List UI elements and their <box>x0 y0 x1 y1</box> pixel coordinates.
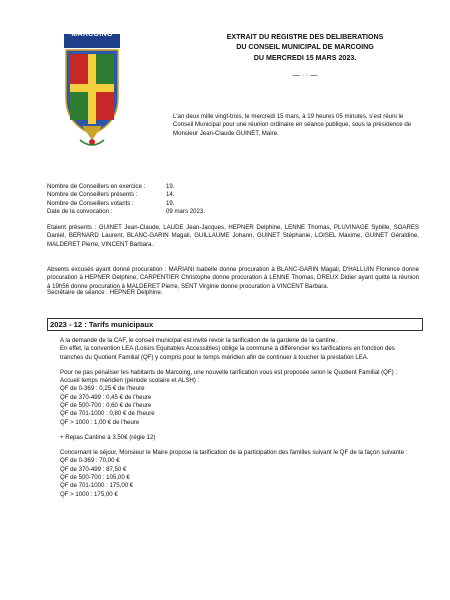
deliberation-paragraph: Pour ne pas pénaliser les habitants de Marcoing, une nouvelle tarification vous est proposée selon le Quotient Familial (QF) : <box>60 368 398 376</box>
meeting-intro: L'an deux mille vingt-trois, le mercredi 15 mars, à 19 heures 05 minutes, s'est réuni le Conseil Municipal pour une réunion ordinaire en séance publique, sous la présidence de Monsieur Jean-Claude GUINET, Maire. <box>173 113 412 137</box>
title-line-2: DU CONSEIL MUNICIPAL DE MARCOING <box>236 43 374 52</box>
count-label: Nombre de Conseillers en exercice : <box>47 183 146 190</box>
deliberation-paragraph: En effet, la convention LEA (Loisirs Equitables Accessibles) oblige la commune à différencier les tarifications en fonction des tranches du Quotient Familial (QF) y compris pour le temps méridien afin de continuer à toucher la prestation LEA. <box>60 345 395 361</box>
count-label: Nombre de Conseillers présents : <box>47 191 138 199</box>
accueil-title: Accueil temps méridien (période scolaire et ALSH) : <box>60 377 200 385</box>
attendance-counts <box>47 183 417 216</box>
count-label: Nombre de Conseillers votants : <box>47 199 134 207</box>
rate-line: QF de 701-1000 : 0,80 € de l'heure <box>60 410 155 418</box>
title-line-1: EXTRAIT DU REGISTRE DES DELIBERATIONS <box>226 33 384 41</box>
document-title <box>160 32 450 63</box>
rate-line: QF > 1000 : 1,00 € de l'heure <box>60 418 140 426</box>
absent-members: Absents excusés ayant donné procuration : MARIANI Isabelle donne procuration à BLANC-GARIN Magali, D'HALLUIN Florence donne procuration à HEPNER Delphine, CARPENTIER Christophe donne procuration à LENNE Thomas, DREUX Didier ayant quitté la réunion à 19h56 donne procuration à MALDERET Pierre, SENT Virginie donne procuration à VINCENT Barbara. <box>47 266 419 290</box>
count-value: 19. <box>166 183 175 190</box>
rate-line: QF de 370-499 : 87,50 € <box>60 465 127 473</box>
count-label: Date de la convocation : <box>47 207 113 215</box>
rate-line: QF de 500-700 : 105,00 € <box>60 473 130 481</box>
count-row <box>47 208 417 216</box>
rate-line: QF de 500-700 : 0,60 € de l'heure <box>60 401 152 409</box>
deliberation-body <box>60 337 417 499</box>
title-separator: — · · — <box>292 72 318 79</box>
count-row <box>47 191 417 199</box>
present-members: Etaient présents : GUINET Jean-Claude, LAUDE Jean-Jacques, HEPNER Delphine, LENNE Thomas, PLUVINAGE Sybille, SOARES Daniel, BERNARD Laurent, BLANC-GARIN Magali, GUILLAUME Johann, GUINET Stéphanie, LOISEL Maxime, GUINET Géraldine, MALDERET Pierre, VINCENT Barbara. <box>47 224 419 248</box>
coat-of-arms-icon <box>60 28 124 152</box>
count-value: 14. <box>166 191 175 199</box>
count-row <box>47 200 417 208</box>
rate-line: QF de 370-499 : 0,45 € de l'heure <box>60 393 152 401</box>
logo-label: MARCOING <box>71 31 113 38</box>
rate-line: QF > 1000 : 175,00 € <box>60 490 118 498</box>
sejour-intro: Concernant le séjour, Monsieur le Maire propose la tarification de la participation des familles suivant le QF de la façon suivante : <box>60 449 408 457</box>
secretary: Secrétaire de séance : HEPNER Delphine. <box>47 289 163 296</box>
count-row <box>47 183 417 191</box>
deliberation-paragraph: A la demande de la CAF, le conseil municipal est invité revoir la tarification de la garderie de la cantine. <box>60 337 338 344</box>
rate-line: QF de 701-1000 : 175,00 € <box>60 482 134 490</box>
title-line-3: DU MERCREDI 15 MARS 2023. <box>253 53 357 62</box>
section-heading: 2023 - 12 : Tarifs municipaux <box>47 318 423 331</box>
count-value: 19. <box>166 199 175 207</box>
rate-line: QF de 0-369 : 70,00 € <box>60 457 120 465</box>
rate-line: QF de 0-369 : 0,25 € de l'heure <box>60 385 145 393</box>
count-value: 09 mars 2023. <box>166 207 205 215</box>
repas-line: + Repas Cantine à 3.50€ (régie 12) <box>60 433 156 441</box>
